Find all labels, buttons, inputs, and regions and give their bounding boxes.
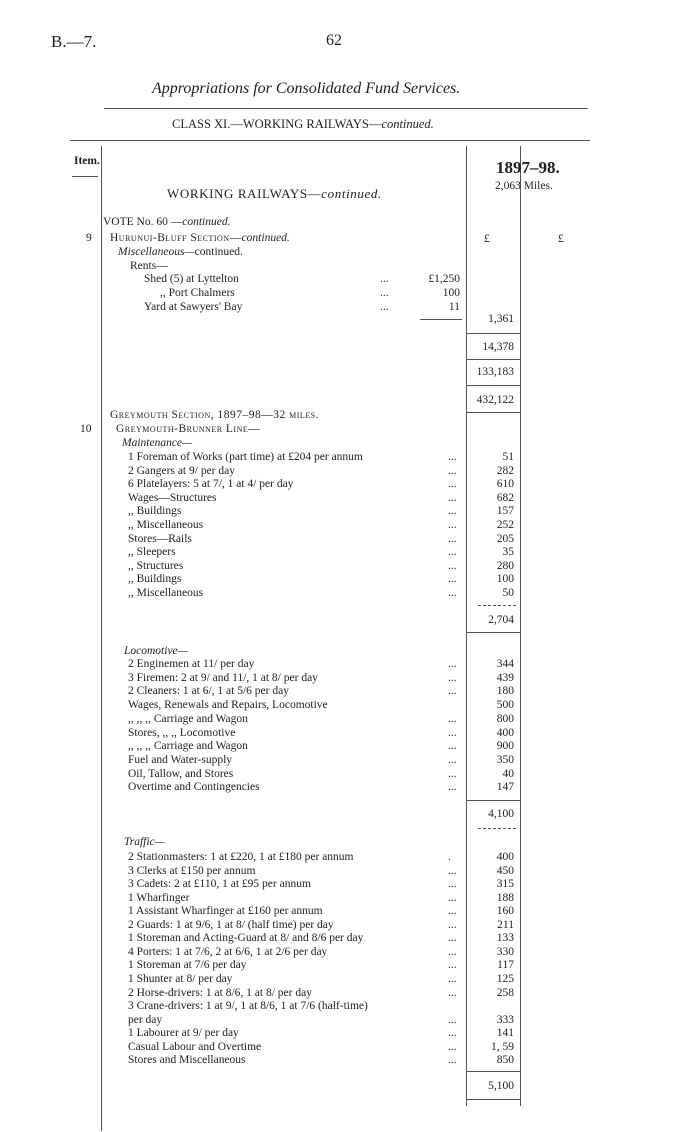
rent-dots: ... [380, 301, 389, 313]
line-item-label: 1 Labourer at 9/ per day [128, 1027, 239, 1040]
greymouth-section-heading: Greymouth Section, 1897–98—32 miles. [110, 409, 319, 421]
line-item-amount: 333 [496, 1013, 514, 1026]
misc-heading [118, 246, 243, 259]
line-item-amount: 800 [496, 712, 514, 725]
line-item-dots: ... [448, 781, 457, 794]
section-label: WORKING RAILWAYS— [167, 186, 322, 201]
line-item-dots: ... [448, 959, 457, 972]
line-item-amount: 450 [496, 864, 514, 877]
line-item-dots: ... [448, 685, 457, 698]
line-item-dots: ... [448, 491, 457, 504]
rule-sub-1 [466, 333, 520, 334]
rent-label: Yard at Sawyers' Bay [144, 301, 243, 313]
line-item-dots: ... [448, 573, 457, 586]
line-item-label: 1 Wharfinger [128, 891, 190, 904]
item-9-number: 9 [86, 232, 92, 244]
line-item-amount: 50 [502, 587, 514, 599]
rent-dots: ... [380, 287, 389, 299]
rule-locomotive-total [466, 800, 520, 801]
line-item-dots: ... [448, 972, 457, 985]
line-item-label: ,, Buildings [128, 573, 182, 586]
line-item-amount: 180 [496, 685, 514, 698]
line-item-amount: 682 [496, 491, 514, 504]
pound-sign-col1: £ [484, 233, 490, 245]
line-item-amount: 133 [496, 932, 514, 945]
line-item-label: ,, ,, ,, Carriage and Wagon [128, 740, 248, 753]
traffic-heading: Traffic— [124, 836, 165, 848]
item-9-title [110, 232, 290, 245]
line-item-amount: 188 [496, 891, 514, 904]
miles-heading: 2,063 Miles. [495, 180, 553, 192]
line-item-label: 4 Porters: 1 at 7/6, 2 at 6/6, 1 at 2/6 per day [128, 945, 328, 958]
maintenance-heading: Maintenance— [122, 437, 193, 449]
line-item-dots: ... [448, 986, 457, 999]
line-item-label: 3 Firemen: 2 at 9/ and 11/, 1 at 8/ per day [128, 671, 318, 684]
line-item-amount: 117 [497, 959, 514, 972]
subtotal-133183: 133,183 [476, 366, 514, 378]
line-item-label: per day [128, 1013, 163, 1026]
subtotal-1361: 1,361 [488, 313, 514, 325]
line-item-label: 1 Storeman and Acting-Guard at 8/ and 8/6 per day [128, 932, 364, 945]
line-item-amount: 439 [496, 671, 514, 684]
line-item-label: ,, ,, ,, Carriage and Wagon [128, 712, 248, 725]
line-item-label: Stores—Rails [128, 532, 192, 545]
rule-maintenance-total [478, 605, 516, 606]
line-item-dots: ... [448, 519, 457, 531]
line-item-label: ,, Sleepers [128, 546, 176, 559]
line-item-dots: ... [448, 740, 457, 753]
misc-continued: continued. [194, 246, 243, 258]
rent-amount: £1,250 [428, 273, 460, 285]
line-item-amount: 400 [496, 851, 514, 863]
line-item-amount: 1, 59 [491, 1040, 514, 1053]
item-column-label: Item. [74, 155, 100, 167]
line-item-dots: ... [448, 658, 457, 670]
line-item-dots: ... [448, 1054, 457, 1067]
line-item-label: Casual Labour and Overtime [128, 1040, 262, 1053]
section-heading [167, 186, 382, 202]
locomotive-total: 4,100 [488, 808, 514, 820]
class-continued: continued. [381, 117, 434, 131]
line-item-amount: 350 [496, 753, 514, 766]
rent-dots: ... [380, 273, 389, 285]
line-item-label: 1 Assistant Wharfinger at £160 per annum [128, 905, 323, 918]
class-label: CLASS XI.—WORKING RAILWAYS— [172, 117, 382, 131]
subtotal-14378: 14,378 [482, 341, 514, 353]
line-item-label: ,, Buildings [128, 505, 182, 518]
line-item-label: 3 Cadets: 2 at £110, 1 at £95 per annum [128, 878, 311, 891]
line-item-dots: ... [448, 546, 457, 559]
line-item-dots: ... [448, 767, 457, 780]
line-item-label: 1 Shunter at 8/ per day [128, 972, 233, 985]
maintenance-total: 2,704 [488, 614, 514, 626]
line-item-amount: 160 [496, 905, 514, 918]
rule-maintenance-bottom [466, 632, 520, 633]
line-item-amount: 258 [496, 986, 514, 999]
line-item-amount: 850 [496, 1054, 514, 1067]
line-item-label: 2 Cleaners: 1 at 6/, 1 at 5/6 per day [128, 685, 289, 698]
rent-label: Shed (5) at Lyttelton [144, 273, 239, 285]
item-10-number: 10 [80, 423, 92, 435]
rule-rent-total [420, 319, 462, 320]
line-item-amount: 900 [496, 740, 514, 753]
line-item-label: Wages—Structures [128, 491, 217, 504]
vote-label [103, 216, 230, 229]
rule-item-column [101, 146, 102, 1131]
traffic-total: 5,100 [488, 1080, 514, 1092]
rent-amount: 11 [448, 301, 460, 313]
line-item-amount: 125 [496, 972, 514, 985]
misc-heading-text: Miscellaneous— [118, 246, 195, 258]
line-item-amount: 157 [496, 505, 514, 518]
line-item-amount: 315 [496, 878, 514, 891]
line-item-amount: 252 [496, 519, 514, 531]
line-item-dots: ... [448, 864, 457, 877]
line-item-amount: 400 [496, 726, 514, 739]
rent-amount: 100 [442, 287, 460, 299]
vote-label-text: VOTE No. 60 — [103, 216, 183, 228]
line-item-label: 3 Clerks at £150 per annum [128, 864, 256, 877]
page-ref: B.—7. [51, 32, 97, 51]
line-item-label: Fuel and Water-supply [128, 753, 233, 766]
locomotive-heading: Locomotive— [124, 645, 188, 657]
line-item-dots: ... [448, 505, 457, 518]
section-continued: continued. [321, 186, 382, 201]
line-item-dots: ... [448, 878, 457, 891]
line-item-amount: 100 [496, 573, 514, 586]
rule-sub-3 [466, 385, 520, 386]
line-item-amount: 282 [496, 464, 514, 477]
rule-sub-4 [466, 412, 520, 413]
line-item-label: Oil, Tallow, and Stores [128, 767, 234, 780]
line-item-dots: ... [448, 478, 457, 491]
line-item-amount: 500 [496, 699, 514, 712]
line-item-amount: 211 [497, 918, 514, 931]
line-item-label: 6 Platelayers: 5 at 7/, 1 at 4/ per day [128, 478, 294, 491]
line-item-label: 2 Gangers at 9/ per day [128, 464, 235, 477]
line-item-amount: 330 [496, 945, 514, 958]
line-item-label: ,, Miscellaneous [128, 519, 204, 531]
line-item-label: 2 Guards: 1 at 9/6, 1 at 8/ (half time) per day [128, 918, 334, 931]
year-heading: 1897–98. [496, 158, 560, 177]
line-item-amount: 141 [496, 1027, 514, 1040]
page-number: 62 [326, 32, 342, 49]
line-item-dots: ... [448, 1013, 457, 1026]
rule-sub-2 [466, 359, 520, 360]
line-item-label: ,, Miscellaneous [128, 587, 204, 599]
line-item-amount: 40 [502, 767, 514, 780]
line-item-amount: 205 [496, 532, 514, 545]
line-item-dots: . [448, 851, 451, 863]
line-item-label: Wages, Renewals and Repairs, Locomotive [128, 699, 328, 712]
line-item-amount: 610 [496, 478, 514, 491]
rents-heading: Rents— [130, 260, 168, 272]
line-item-dots: ... [448, 559, 457, 572]
vote-continued: continued. [182, 216, 231, 228]
line-item-label: 1 Storeman at 7/6 per day [128, 959, 247, 972]
subtotal-432122: 432,122 [476, 394, 514, 406]
rent-label: ,, Port Chalmers [160, 287, 235, 299]
item-9-title-text: Hurunui-Bluff Section— [110, 232, 242, 244]
line-item-label: 2 Horse-drivers: 1 at 8/6, 1 at 8/ per day [128, 986, 312, 999]
line-item-label: 2 Enginemen at 11/ per day [128, 658, 255, 670]
line-item-dots: ... [448, 1040, 457, 1053]
line-item-amount: 147 [496, 781, 514, 794]
line-item-dots: ... [448, 464, 457, 477]
rule-traffic-total [466, 1071, 520, 1072]
line-item-amount: 35 [502, 546, 514, 559]
line-item-dots: ... [448, 671, 457, 684]
rule-header [70, 140, 590, 141]
line-item-dots: ... [448, 918, 457, 931]
line-item-dots: ... [448, 587, 457, 599]
line-item-label: ,, Structures [128, 559, 184, 572]
line-item-amount: 280 [496, 559, 514, 572]
line-item-dots: ... [448, 753, 457, 766]
line-item-dots: ... [448, 726, 457, 739]
line-item-dots: ... [448, 712, 457, 725]
line-item-amount: 51 [502, 451, 514, 463]
rule-item-header [72, 176, 98, 177]
line-item-label: 1 Foreman of Works (part time) at £204 per annum [128, 451, 363, 463]
class-heading [172, 117, 434, 132]
line-item-dots: ... [448, 532, 457, 545]
page-title: Appropriations for Consolidated Fund Services. [152, 80, 461, 97]
line-item-dots: ... [448, 905, 457, 918]
rule-top [104, 108, 588, 109]
item-9-continued: continued. [241, 232, 290, 244]
line-item-dots: ... [448, 1027, 457, 1040]
line-item-dots: ... [448, 945, 457, 958]
line-item-label: Stores, ,, ,, Locomotive [128, 726, 236, 739]
line-item-label: 3 Crane-drivers: 1 at 9/, 1 at 8/6, 1 at 7/6 (half-time) [128, 1000, 368, 1013]
line-item-label: 2 Stationmasters: 1 at £220, 1 at £180 per annum [128, 851, 354, 863]
line-item-dots: ... [448, 891, 457, 904]
rule-traffic-bottom [466, 1099, 520, 1100]
line-item-dots: ... [448, 451, 457, 463]
line-item-dots: ... [448, 932, 457, 945]
line-item-amount: 344 [496, 658, 514, 670]
line-item-label: Stores and Miscellaneous [128, 1054, 246, 1067]
rule-total-col-right [520, 146, 521, 1106]
pound-sign-col2: £ [558, 233, 564, 245]
line-item-label: Overtime and Contingencies [128, 781, 260, 794]
rule-locomotive-bottom [478, 828, 516, 829]
greymouth-brunner-line-heading: Greymouth-Brunner Line— [116, 423, 261, 435]
